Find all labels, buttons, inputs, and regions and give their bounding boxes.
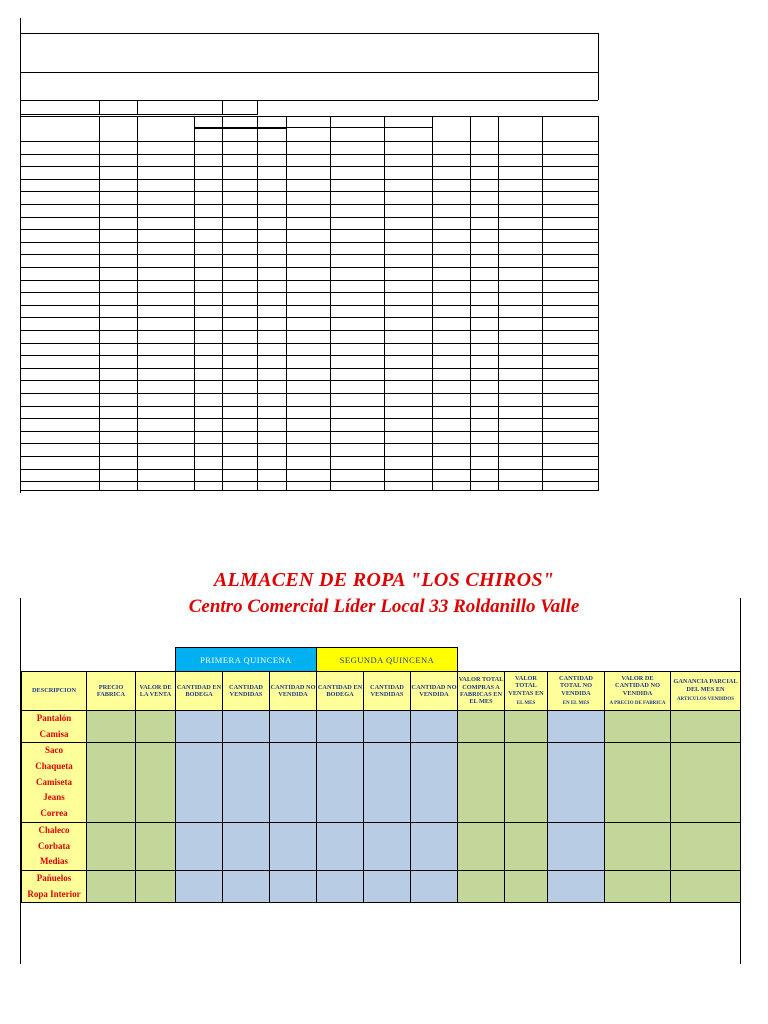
col-header-q1-vendidas: CANTIDAD VENDIDAS: [223, 672, 270, 711]
product-name: Pañuelos: [36, 872, 72, 883]
product-name: Jeans: [43, 792, 65, 803]
grid-line: [257, 100, 258, 114]
product-name: Chaqueta: [35, 761, 73, 772]
grid-line: [21, 431, 598, 432]
grid-line: [21, 217, 598, 218]
product-group-row: [22, 711, 741, 743]
grid-line: [286, 116, 287, 491]
grid-line: [99, 116, 100, 491]
col-header-valor-no-vendida: VALOR DE CANTIDAD NO VENDIDA A PRECIO DE FABRICA: [605, 672, 671, 711]
document-subtitle: Centro Comercial Líder Local 33 Roldanillo Valle: [188, 596, 580, 617]
grid-line: [21, 393, 598, 394]
grid-line: [194, 128, 286, 129]
grid-line: [257, 116, 258, 491]
product-group-row: [22, 743, 741, 822]
grid-line: [21, 469, 598, 470]
product-name: Chaleco: [38, 824, 70, 835]
product-name: Saco: [45, 745, 63, 756]
grid-line: [21, 317, 598, 318]
grid-line: [21, 114, 258, 115]
grid-line: [99, 100, 100, 114]
col-header-valor-ventas: VALOR TOTAL VENTAS EN EL MES: [505, 672, 548, 711]
product-group-row: [22, 822, 741, 870]
grid-line: [21, 443, 598, 444]
grid-line: [21, 380, 598, 381]
product-name: Medias: [40, 856, 68, 867]
grid-line: [222, 116, 223, 491]
segunda-quincena-header: SEGUNDA QUINCENA: [317, 648, 458, 672]
col-header-precio-fabrica: PRECIO FABRICA: [87, 672, 136, 711]
grid-line: [21, 229, 598, 230]
grid-line: [194, 116, 195, 491]
grid-line: [21, 154, 598, 155]
form-border: [21, 33, 598, 34]
grid-line: [21, 418, 598, 419]
report-table: [21, 647, 741, 903]
product-name: Ropa Interior: [27, 888, 81, 899]
col-header-cantidad-no-vendida: CANTIDAD TOTAL NO VENDIDA EN EL MES: [548, 672, 605, 711]
grid-line: [21, 355, 598, 356]
col-header-valor-venta: VALOR DE LA VENTA: [136, 672, 176, 711]
grid-line: [21, 305, 598, 306]
grid-line: [498, 116, 499, 491]
col-header-ganancia: GANANCIA PARCIAL DEL MES EN ARTICULOS VENDIDOS: [671, 672, 741, 711]
grid-line: [21, 166, 598, 167]
grid-line: [21, 242, 598, 243]
grid-line: [137, 100, 138, 114]
product-name: Pantalón: [36, 713, 72, 723]
form-border: [21, 490, 598, 491]
product-group-cell: [22, 822, 87, 870]
col-header-descripcion: DESCRIPCION: [22, 672, 87, 711]
grid-line: [21, 280, 598, 281]
col-header-valor-compras: VALOR TOTAL COMPRAS A FABRICAS EN EL MES: [458, 672, 505, 711]
col-header-q2-vendidas: CANTIDAD VENDIDAS: [364, 672, 411, 711]
product-name: Camiseta: [36, 776, 72, 787]
grid-line: [21, 456, 598, 457]
product-group-cell: [22, 743, 87, 822]
col-header-q1-no-vendida: CANTIDAD NO VENDIDA: [270, 672, 317, 711]
grid-line: [384, 116, 385, 491]
grid-line: [21, 481, 598, 482]
grid-line: [137, 116, 138, 491]
form-border: [598, 116, 599, 491]
product-group-cell: [22, 711, 87, 743]
col-header-q2-bodega: CANTIDAD EN BODEGA: [317, 672, 364, 711]
grid-line: [21, 191, 598, 192]
grid-line: [222, 100, 223, 114]
grid-line: [21, 368, 598, 369]
grid-line: [470, 116, 471, 491]
form-border: [21, 100, 598, 101]
product-name: Corbata: [38, 840, 70, 851]
grid-line: [21, 141, 598, 142]
grid-line: [21, 343, 598, 344]
grid-line: [21, 330, 598, 331]
grid-line: [432, 116, 433, 491]
grid-line: [21, 267, 598, 268]
product-name: Correa: [40, 808, 68, 819]
col-header-q1-bodega: CANTIDAD EN BODEGA: [176, 672, 223, 711]
col-header-q2-no-vendida: CANTIDAD NO VENDIDA: [411, 672, 458, 711]
column-header-row: [22, 672, 741, 711]
blank-form-grid: [0, 0, 768, 500]
form-border: [21, 72, 598, 73]
grid-line: [21, 406, 598, 407]
primera-quincena-header: PRIMERA QUINCENA: [176, 648, 317, 672]
product-group-row: [22, 870, 741, 902]
grid-line: [542, 116, 543, 491]
product-name: Camisa: [39, 728, 69, 739]
form-border: [598, 33, 599, 100]
group-header-row: [22, 648, 741, 672]
grid-line: [21, 254, 598, 255]
grid-line: [21, 179, 598, 180]
grid-line: [21, 204, 598, 205]
grid-line: [21, 292, 598, 293]
grid-line: [330, 116, 331, 491]
product-group-cell: [22, 870, 87, 902]
grid-line: [21, 116, 598, 117]
document-title: ALMACEN DE ROPA "LOS CHIROS": [213, 569, 555, 591]
